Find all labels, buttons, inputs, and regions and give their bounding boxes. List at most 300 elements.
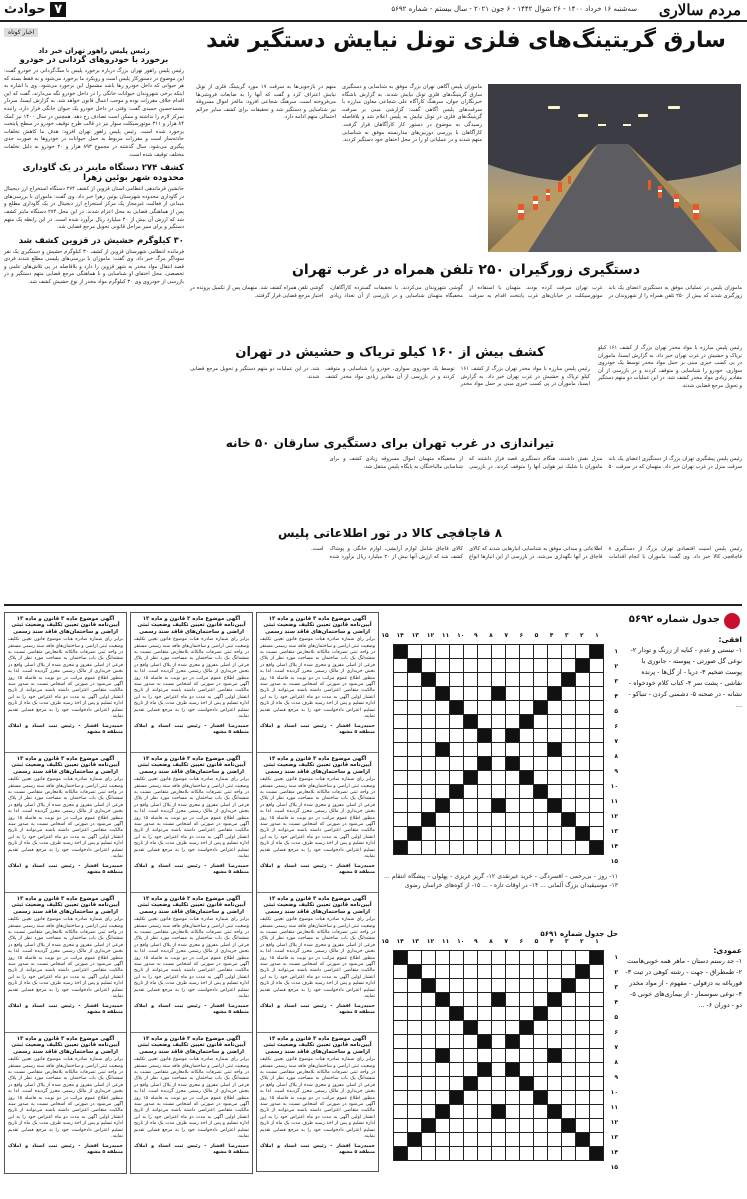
grid-cell	[478, 687, 492, 701]
grid-cell	[534, 1119, 548, 1133]
grid-cell	[520, 813, 534, 827]
grid-cell	[576, 1021, 590, 1035]
grid-cell	[436, 1021, 450, 1035]
grid-cell	[534, 645, 548, 659]
grid-cell	[548, 841, 562, 855]
grid-cell	[394, 841, 408, 855]
grid-cell	[506, 673, 520, 687]
column-number: ۹	[474, 938, 478, 945]
grid-cell	[394, 645, 408, 659]
grid-cell	[436, 1007, 450, 1021]
grid-cell	[548, 687, 562, 701]
grid-cell	[422, 827, 436, 841]
story3-headline: کشف بیش از ۱۶۰ کیلو تریاک و حشیش در تهران	[235, 345, 545, 360]
grid-cell	[478, 827, 492, 841]
grid-cell	[436, 993, 450, 1007]
row-numbers	[611, 950, 618, 1175]
grid-cell	[576, 771, 590, 785]
grid-cell	[520, 701, 534, 715]
grid-cell	[450, 687, 464, 701]
grid-cell	[520, 757, 534, 771]
grid-cell	[422, 799, 436, 813]
grid-cell	[478, 743, 492, 757]
grid-cell	[394, 673, 408, 687]
grid-cell	[436, 813, 450, 827]
grid-cell	[408, 687, 422, 701]
clues-bottom: ۱۱- روز - بی‌رحمی - افسردگی - خرید غیرنقدی ۱۲- گریز غریزی - پهلوان - پیشگاه انتقام ... ۱۳- موسیقیدان بزرگ آلمانی ... ۱۴- در اوقات تازه - ... ۱۵- از کوه‌های خراسان رضوی	[384, 873, 619, 889]
grid-cell	[534, 1063, 548, 1077]
grid-cell	[506, 1133, 520, 1147]
grid-cell	[492, 1091, 506, 1105]
clues-down	[624, 945, 742, 1195]
grid-cell	[548, 743, 562, 757]
solution-grid	[381, 938, 618, 1181]
grid-cell	[450, 673, 464, 687]
grid-cell	[590, 979, 604, 993]
grid-cell	[436, 965, 450, 979]
row-number: ۱۳	[610, 1134, 618, 1141]
grid-cell	[534, 841, 548, 855]
grid-cell	[492, 673, 506, 687]
grid-cell	[478, 1049, 492, 1063]
grid-cell	[548, 1063, 562, 1077]
legal-ad: آگهی موضوع ماده ۳ قانون و ماده ۱۳ آیین‌نامه قانون تعیین تکلیف وضعیت ثبتی اراضی و ساختمان‌های فاقد سند رسمی برابر رای شماره صادره هیات موضوع قانون تعیین تکلیف وضعیت ثبتی اراضی و ساختمان‌های فاقد سند رسمی مستقر در واحد ثبتی تصرفات مالکانه بلامعارض متقاضی نسبت به ششدانگ یک باب ساختمان به مساحت مورد نظر از پلاک فرعی از اصلی مفروز و مجزی شده از پلاک اصلی واقع در بخش خریداری از مالک رسمی محرز گردیده است. لذا به منظور اطلاع عموم مراتب در دو نوبت به فاصله ۱۵ روز آگهی می‌شود در صورتی که اشخاص نسبت به صدور سند مالکیت متقاضی اعتراضی داشته باشند می‌توانند از تاریخ انتشار اولین آگهی به مدت دو ماه اعتراض خود را به این اداره تسلیم و پس از اخذ رسید ظرف مدت یک ماه از تاریخ تسلیم اعتراض دادخواست خود را به مرجع قضایی تقدیم نمایند. حمیدرضا افشار - رئیس ثبت اسناد و املاک منطقه ۵ مشهد	[260, 1036, 375, 1155]
grid-cell	[492, 1049, 506, 1063]
grid-cell	[436, 757, 450, 771]
grid-cell	[506, 729, 520, 743]
grid-cell	[408, 827, 422, 841]
grid-cell	[394, 687, 408, 701]
paper-logo-icon	[724, 613, 740, 629]
grid-cell	[562, 993, 576, 1007]
across-title: افقی:	[718, 635, 742, 644]
row-number: ۴	[614, 999, 618, 1006]
grid-cell	[534, 715, 548, 729]
grid-cell	[492, 1063, 506, 1077]
grid-cell	[506, 827, 520, 841]
grid-cell	[436, 1147, 450, 1161]
story5-body: رئیس پلیس امنیت اقتصادی تهران بزرگ از دستگیری ۸ قاچاقچی کالا خبر داد. وی گفت: ماموران با انجام اقدامات اطلاعاتی و میدانی موفق به شناسایی انبارهایی شدند که کالای قاچاق در آنها نگهداری می‌شد. در بازرسی از این انبارها انواع کالای قاچاق شامل لوازم آرایشی، لوازم خانگی و پوشاک کشف شد که ارزش آنها بیش از ۲۰ میلیارد ریال برآورد شده است.	[310, 546, 742, 560]
ads-column-right	[256, 612, 379, 1172]
grid-cell	[478, 1091, 492, 1105]
row-number: ۸	[614, 1059, 618, 1066]
row-number: ۱۲	[610, 1119, 618, 1126]
row-number: ۵	[614, 708, 618, 715]
row-number: ۱	[614, 648, 618, 655]
grid-cell	[506, 1119, 520, 1133]
row-number: ۲	[614, 969, 618, 976]
ads-column-mid	[130, 612, 253, 1174]
grid-cell	[436, 827, 450, 841]
grid-cell	[408, 743, 422, 757]
row-number: ۱۱	[610, 1104, 618, 1111]
grid-cell	[436, 1077, 450, 1091]
grid-cell	[576, 729, 590, 743]
grid-cell	[562, 687, 576, 701]
grid-cell	[492, 965, 506, 979]
grid-cell	[450, 645, 464, 659]
grid-cell	[492, 1133, 506, 1147]
grid-cell	[520, 1147, 534, 1161]
grid-cell	[422, 743, 436, 757]
crossword-title: جدول شماره ۵۶۹۲	[628, 614, 720, 625]
grid-cell	[436, 1119, 450, 1133]
grid-cell	[562, 979, 576, 993]
grid-cell	[590, 841, 604, 855]
grid-cell	[506, 1091, 520, 1105]
grid-cell	[408, 813, 422, 827]
column-number: ۱	[595, 938, 599, 945]
column-number: ۴	[549, 632, 554, 639]
row-number: ۱۲	[610, 813, 618, 820]
grid-cell	[394, 1133, 408, 1147]
grid-cell	[408, 1133, 422, 1147]
grid-cell	[562, 1021, 576, 1035]
grid-cell	[492, 841, 506, 855]
across-text: ۱- نیستی و عدم - کنایه از زرنگ و تودار ۲- نوعی گل صورتی - پیوسته - جانوری با پوست ضخیم ۳- دریا - از گل‌ها - پرنده نقاشی - پشت سر ۴- کتاب کلام خودخواه - نشانه - در صحنه ۵- دشمنی کردن - تنباکو - ...	[628, 646, 742, 709]
grid-cell	[492, 827, 506, 841]
grid-cell	[506, 757, 520, 771]
grid-cell	[422, 1147, 436, 1161]
legal-ad: آگهی موضوع ماده ۳ قانون و ماده ۱۳ آیین‌نامه قانون تعیین تکلیف وضعیت ثبتی اراضی و ساختمان‌های فاقد سند رسمی برابر رای شماره صادره هیات موضوع قانون تعیین تکلیف وضعیت ثبتی اراضی و ساختمان‌های فاقد سند رسمی مستقر در واحد ثبتی تصرفات مالکانه بلامعارض متقاضی نسبت به ششدانگ یک باب ساختمان به مساحت مورد نظر از پلاک فرعی از اصلی مفروز و مجزی شده از پلاک اصلی واقع در بخش خریداری از مالک رسمی محرز گردیده است. لذا به منظور اطلاع عموم مراتب در دو نوبت به فاصله ۱۵ روز آگهی می‌شود در صورتی که اشخاص نسبت به صدور سند مالکیت متقاضی اعتراضی داشته باشند می‌توانند از تاریخ انتشار اولین آگهی به مدت دو ماه اعتراض خود را به این اداره تسلیم و پس از اخذ رسید ظرف مدت یک ماه از تاریخ تسلیم اعتراض دادخواست خود را به مرجع قضایی تقدیم نمایند. حمیدرضا افشار - رئیس ثبت اسناد و املاک منطقه ۵ مشهد	[257, 753, 378, 893]
row-number: ۱۵	[610, 1164, 618, 1171]
grid-cell	[492, 715, 506, 729]
grid-cell	[492, 799, 506, 813]
row-number: ۹	[614, 1074, 618, 1081]
grid-cell	[548, 673, 562, 687]
grid-cell	[478, 993, 492, 1007]
grid-cell	[436, 1133, 450, 1147]
grid-cell	[506, 1105, 520, 1119]
crossword-grid	[381, 632, 618, 867]
grid-cell	[534, 1105, 548, 1119]
grid-cell	[534, 729, 548, 743]
grid-cell	[534, 1147, 548, 1161]
grid-cell	[548, 799, 562, 813]
row-number: ۱۴	[610, 1149, 618, 1156]
grid-cell	[422, 1133, 436, 1147]
grid-cell	[548, 1035, 562, 1049]
grid-cell	[478, 673, 492, 687]
grid-cell	[590, 1021, 604, 1035]
grid-cell	[422, 1119, 436, 1133]
grid-cell	[562, 743, 576, 757]
grid-cell	[394, 965, 408, 979]
grid-cell	[464, 1133, 478, 1147]
grid-cell	[478, 951, 492, 965]
grid-cell	[520, 729, 534, 743]
grid-cell	[562, 659, 576, 673]
row-number: ۱۳	[610, 828, 618, 835]
grid-cell	[450, 813, 464, 827]
grid-cell	[562, 673, 576, 687]
grid-cell	[534, 659, 548, 673]
grid-cell	[464, 1035, 478, 1049]
grid-cell	[464, 1007, 478, 1021]
grid-cell	[506, 1021, 520, 1035]
grid-cell	[422, 1063, 436, 1077]
grid-cell	[464, 993, 478, 1007]
grid-cell	[394, 951, 408, 965]
grid-cell	[436, 1105, 450, 1119]
grid-cell	[520, 1091, 534, 1105]
column-number: ۱۰	[457, 938, 465, 945]
grid-cell	[436, 799, 450, 813]
grid-cell	[590, 965, 604, 979]
grid-cell	[520, 1021, 534, 1035]
grid-cell	[534, 951, 548, 965]
grid-cell	[562, 799, 576, 813]
grid-cell	[492, 1077, 506, 1091]
grid-cell	[576, 1147, 590, 1161]
grid-cell	[408, 1119, 422, 1133]
grid-cell	[422, 813, 436, 827]
column-number: ۶	[519, 938, 524, 945]
grid-cell	[478, 1133, 492, 1147]
grid-cell	[394, 813, 408, 827]
grid-cell	[408, 951, 422, 965]
grid-cell	[394, 993, 408, 1007]
left-title: برخورد با خودروهای گردانی در خودرو	[19, 55, 169, 64]
grid-cell	[520, 743, 534, 757]
grid-cell	[408, 701, 422, 715]
grid-cell	[394, 1105, 408, 1119]
grid-cell	[464, 659, 478, 673]
grid-cell	[394, 1147, 408, 1161]
grid-cell	[422, 1077, 436, 1091]
grid-cell	[394, 1021, 408, 1035]
grid-cell	[548, 701, 562, 715]
grid-cell	[520, 1063, 534, 1077]
grid-cell	[478, 645, 492, 659]
grid-cell	[590, 715, 604, 729]
legal-ad: آگهی موضوع ماده ۳ قانون و ماده ۱۳ آیین‌نامه قانون تعیین تکلیف وضعیت ثبتی اراضی و ساختمان‌های فاقد سند رسمی برابر رای شماره صادره هیات موضوع قانون تعیین تکلیف وضعیت ثبتی اراضی و ساختمان‌های فاقد سند رسمی مستقر در واحد ثبتی تصرفات مالکانه بلامعارض متقاضی نسبت به ششدانگ یک باب ساختمان به مساحت مورد نظر از پلاک فرعی از اصلی مفروز و مجزی شده از پلاک اصلی واقع در بخش خریداری از مالک رسمی محرز گردیده است. لذا به منظور اطلاع عموم مراتب در دو نوبت به فاصله ۱۵ روز آگهی می‌شود در صورتی که اشخاص نسبت به صدور سند مالکیت متقاضی اعتراضی داشته باشند می‌توانند از تاریخ انتشار اولین آگهی به مدت دو ماه اعتراض خود را به این اداره تسلیم و پس از اخذ رسید ظرف مدت یک ماه از تاریخ تسلیم اعتراض دادخواست خود را به مرجع قضایی تقدیم نمایند. حمیدرضا افشار - رئیس ثبت اسناد و املاک منطقه ۵ مشهد	[131, 753, 252, 893]
grid-cell	[394, 729, 408, 743]
grid-cell	[506, 1063, 520, 1077]
grid-cell	[576, 841, 590, 855]
grid-cell	[492, 701, 506, 715]
grid-cell	[478, 1035, 492, 1049]
grid-cell	[576, 1105, 590, 1119]
grid-cell	[478, 785, 492, 799]
grid-cell	[506, 743, 520, 757]
grid-cell	[394, 771, 408, 785]
grid-cell	[548, 1091, 562, 1105]
row-number: ۵	[614, 1014, 618, 1021]
grid-cell	[450, 951, 464, 965]
grid-cell	[562, 1049, 576, 1063]
grid-cell	[562, 1133, 576, 1147]
column-number: ۱	[595, 632, 599, 639]
grid-cell	[520, 1133, 534, 1147]
row-number: ۷	[614, 1044, 618, 1051]
grid-cell	[506, 659, 520, 673]
grid-cell	[450, 1063, 464, 1077]
grid-cell	[422, 841, 436, 855]
grid-cell	[520, 673, 534, 687]
grid-cell	[576, 701, 590, 715]
grid-cell	[548, 951, 562, 965]
grid-cell	[534, 979, 548, 993]
grid-cell	[590, 813, 604, 827]
grid-cell	[436, 701, 450, 715]
grid-cell	[394, 1077, 408, 1091]
row-number: ۷	[614, 738, 618, 745]
page-number: ۷	[50, 2, 66, 17]
column-number: ۵	[534, 632, 539, 639]
grid-cell	[422, 965, 436, 979]
grid-cell	[450, 771, 464, 785]
grid-cell	[590, 1147, 604, 1161]
grid-cell	[576, 645, 590, 659]
grid-cell	[576, 1035, 590, 1049]
grid-cell	[408, 1077, 422, 1091]
grid-cell	[590, 757, 604, 771]
grid-cell	[520, 1119, 534, 1133]
grid-cell	[478, 1077, 492, 1091]
grid-cell	[394, 659, 408, 673]
grid-cell	[548, 965, 562, 979]
tunnel-illustration	[488, 84, 741, 252]
grid-cell	[506, 1049, 520, 1063]
grid-cell	[548, 979, 562, 993]
story2-headline: دستگیری زورگیران ۲۵۰ تلفن همراه در غرب تهران	[291, 262, 641, 278]
grid-cell	[590, 659, 604, 673]
grid-cell	[464, 951, 478, 965]
hero-body-a: ماموران پلیس آگاهی تهران بزرگ موفق به شناسایی و دستگیری سارق گریتینگ‌های فلزی تونل نیایش شدند. به گزارش باشگاه خبرنگاران جوان، سرهنگ کارآگاه علی شجاعی معاون مبارزه با سرقت‌های پلیس آگاهی گفت: گزارشی مبنی بر سرقت گریتینگ‌های فلزی در تونل نیایش به پلیس اعلام شد و بلافاصله رسیدگی به موضوع در دستور کار کارآگاهان قرار گرفت. کارآگاهان با بررسی دوربین‌های مداربسته موفق به شناسایی متهم شدند و در عملیاتی او را در محل اختفای خود دستگیر کردند.	[342, 84, 482, 144]
grid-cell	[436, 1091, 450, 1105]
grid-cell	[520, 841, 534, 855]
grid-cell	[534, 827, 548, 841]
grid-cell	[422, 645, 436, 659]
grid-cell	[534, 1091, 548, 1105]
grid-cell	[408, 979, 422, 993]
grid-cell	[492, 729, 506, 743]
grid-cell	[478, 813, 492, 827]
tunnel-photo	[488, 84, 741, 252]
grid-cell	[548, 1049, 562, 1063]
grid-cell	[422, 687, 436, 701]
grid-cell	[534, 785, 548, 799]
story3-side: رئیس پلیس مبارزه با مواد مخدر تهران بزرگ از کشف ۱۶۱ کیلو تریاک و حشیش در غرب تهران خبر داد. به گزارش ایسنا، ماموران در پی کسب خبری مبنی بر حمل مواد مخدر توسط یک خودروی سواری، خودرو را شناسایی و متوقف کردند و در بازرسی از آن مقادیر زیادی مواد مخدر کشف شد. در این عملیات دو متهم دستگیر و تحویل مرجع قضایی شدند.	[598, 345, 742, 389]
grid-cell	[394, 757, 408, 771]
grid-cell	[590, 729, 604, 743]
grid-cell	[548, 1077, 562, 1091]
grid-cell	[548, 1007, 562, 1021]
grid-cell	[478, 729, 492, 743]
grid-cell	[408, 1007, 422, 1021]
grid-cell	[436, 1063, 450, 1077]
grid-cell	[394, 785, 408, 799]
grid-cell	[548, 813, 562, 827]
grid-cell	[478, 771, 492, 785]
grid-cell	[534, 1133, 548, 1147]
column-number: ۷	[504, 632, 508, 639]
column-number: ۹	[474, 632, 478, 639]
grid-cell	[464, 979, 478, 993]
grid-cell	[590, 993, 604, 1007]
grid-cell	[590, 1063, 604, 1077]
grid-cell	[394, 799, 408, 813]
grid-cell	[436, 1049, 450, 1063]
grid-cell	[492, 743, 506, 757]
news-tag: اخبار کوتاه	[4, 28, 38, 37]
grid-cell	[506, 1147, 520, 1161]
grid-cell	[464, 965, 478, 979]
legal-ad: آگهی موضوع ماده ۳ قانون و ماده ۱۳ آیین‌نامه قانون تعیین تکلیف وضعیت ثبتی اراضی و ساختمان‌های فاقد سند رسمی برابر رای شماره صادره هیات موضوع قانون تعیین تکلیف وضعیت ثبتی اراضی و ساختمان‌های فاقد سند رسمی مستقر در واحد ثبتی تصرفات مالکانه بلامعارض متقاضی نسبت به ششدانگ یک باب ساختمان به مساحت مورد نظر از پلاک فرعی از اصلی مفروز و مجزی شده از پلاک اصلی واقع در بخش خریداری از مالک رسمی محرز گردیده است. لذا به منظور اطلاع عموم مراتب در دو نوبت به فاصله ۱۵ روز آگهی می‌شود در صورتی که اشخاص نسبت به صدور سند مالکیت متقاضی اعتراضی داشته باشند می‌توانند از تاریخ انتشار اولین آگهی به مدت دو ماه اعتراض خود را به این اداره تسلیم و پس از اخذ رسید ظرف مدت یک ماه از تاریخ تسلیم اعتراض دادخواست خود را به مرجع قضایی تقدیم نمایند. حمیدرضا افشار - رئیس ثبت اسناد و املاک منطقه ۵ مشهد	[257, 613, 378, 753]
grid-cell	[408, 799, 422, 813]
grid-cell	[408, 771, 422, 785]
grid-cell	[534, 993, 548, 1007]
grid-cell	[422, 715, 436, 729]
grid-cell	[562, 1147, 576, 1161]
column-number: ۳	[564, 632, 569, 639]
grid-cell	[562, 701, 576, 715]
grid-cell	[436, 743, 450, 757]
grid-cell	[492, 993, 506, 1007]
clues-across	[624, 634, 742, 939]
grid-cell	[394, 979, 408, 993]
grid-cell	[506, 687, 520, 701]
grid-cell	[492, 1007, 506, 1021]
grid-cell	[464, 757, 478, 771]
grid-cell	[520, 951, 534, 965]
grid-cell	[408, 659, 422, 673]
legal-ad: آگهی موضوع ماده ۳ قانون و ماده ۱۳ آیین‌نامه قانون تعیین تکلیف وضعیت ثبتی اراضی و ساختمان‌های فاقد سند رسمی برابر رای شماره صادره هیات موضوع قانون تعیین تکلیف وضعیت ثبتی اراضی و ساختمان‌های فاقد سند رسمی مستقر در واحد ثبتی تصرفات مالکانه بلامعارض متقاضی نسبت به ششدانگ یک باب ساختمان به مساحت مورد نظر از پلاک فرعی از اصلی مفروز و مجزی شده از پلاک اصلی واقع در بخش خریداری از مالک رسمی محرز گردیده است. لذا به منظور اطلاع عموم مراتب در دو نوبت به فاصله ۱۵ روز آگهی می‌شود در صورتی که اشخاص نسبت به صدور سند مالکیت متقاضی اعتراضی داشته باشند می‌توانند از تاریخ انتشار اولین آگهی به مدت دو ماه اعتراض خود را به این اداره تسلیم و پس از اخذ رسید ظرف مدت یک ماه از تاریخ تسلیم اعتراض دادخواست خود را به مرجع قضایی تقدیم نمایند. حمیدرضا افشار - رئیس ثبت اسناد و املاک منطقه ۵ مشهد	[134, 1036, 249, 1155]
grid-cell	[534, 1077, 548, 1091]
grid-cell	[450, 743, 464, 757]
grid-cell	[408, 1049, 422, 1063]
grid-cell	[478, 1119, 492, 1133]
column-number: ۴	[549, 938, 554, 945]
grid-cell	[422, 757, 436, 771]
grid-cell	[520, 979, 534, 993]
grid-cell	[492, 757, 506, 771]
grid-cell	[450, 1147, 464, 1161]
grid-cell	[450, 701, 464, 715]
grid-cell	[422, 1105, 436, 1119]
grid-cell	[562, 965, 576, 979]
grid-cell	[464, 687, 478, 701]
grid-cell	[534, 1021, 548, 1035]
grid-cell	[422, 1021, 436, 1035]
grid-cell	[394, 827, 408, 841]
hero-body-b: متهم در بازجویی‌ها به سرقت ۱۷ مورد گریتینگ فلزی از تونل نیایش اعتراف کرد و گفت که آنها را به ضایعات فروشی‌ها می‌فروخته است. سرهنگ شجاعی افزود: مالخر اموال مسروقه نیز شناسایی و دستگیر شد و تحقیقات برای کشف سایر جرائم احتمالی متهم ادامه دارد.	[196, 84, 336, 121]
grid-cell	[534, 1007, 548, 1021]
row-number: ۲	[614, 663, 618, 670]
grid-cell	[548, 645, 562, 659]
grid-cell	[422, 1091, 436, 1105]
grid-cell	[520, 1035, 534, 1049]
grid-cell	[590, 645, 604, 659]
grid-cell	[492, 979, 506, 993]
grid-cell	[520, 1105, 534, 1119]
row-number: ۱	[614, 954, 618, 961]
grid-cell	[394, 701, 408, 715]
grid-cell	[478, 979, 492, 993]
column-number: ۱۵	[381, 938, 389, 945]
grid-cell	[450, 757, 464, 771]
grid-cell	[590, 1105, 604, 1119]
column-number: ۲	[580, 632, 584, 639]
grid-cell	[478, 965, 492, 979]
issue-meta: سه‌شنبه ۱۶ خرداد ۱۴۰۰ - ۲۶ شوال ۱۴۴۲ - ۶ جون ۲۰۲۱ - سال بیستم - شماره ۵۶۹۲	[391, 5, 637, 13]
section-divider	[4, 604, 742, 606]
row-number: ۹	[614, 768, 618, 775]
grid-cell	[576, 1077, 590, 1091]
legal-ad: آگهی موضوع ماده ۳ قانون و ماده ۱۳ آیین‌نامه قانون تعیین تکلیف وضعیت ثبتی اراضی و ساختمان‌های فاقد سند رسمی برابر رای شماره صادره هیات موضوع قانون تعیین تکلیف وضعیت ثبتی اراضی و ساختمان‌های فاقد سند رسمی مستقر در واحد ثبتی تصرفات مالکانه بلامعارض متقاضی نسبت به ششدانگ یک باب ساختمان به مساحت مورد نظر از پلاک فرعی از اصلی مفروز و مجزی شده از پلاک اصلی واقع در بخش خریداری از مالک رسمی محرز گردیده است. لذا به منظور اطلاع عموم مراتب در دو نوبت به فاصله ۱۵ روز آگهی می‌شود در صورتی که اشخاص نسبت به صدور سند مالکیت متقاضی اعتراضی داشته باشند می‌توانند از تاریخ انتشار اولین آگهی به مدت دو ماه اعتراض خود را به این اداره تسلیم و پس از اخذ رسید ظرف مدت یک ماه از تاریخ تسلیم اعتراض دادخواست خود را به مرجع قضایی تقدیم نمایند. حمیدرضا افشار - رئیس ثبت اسناد و املاک منطقه ۵ مشهد	[131, 893, 252, 1033]
column-number: ۱۵	[381, 632, 389, 639]
